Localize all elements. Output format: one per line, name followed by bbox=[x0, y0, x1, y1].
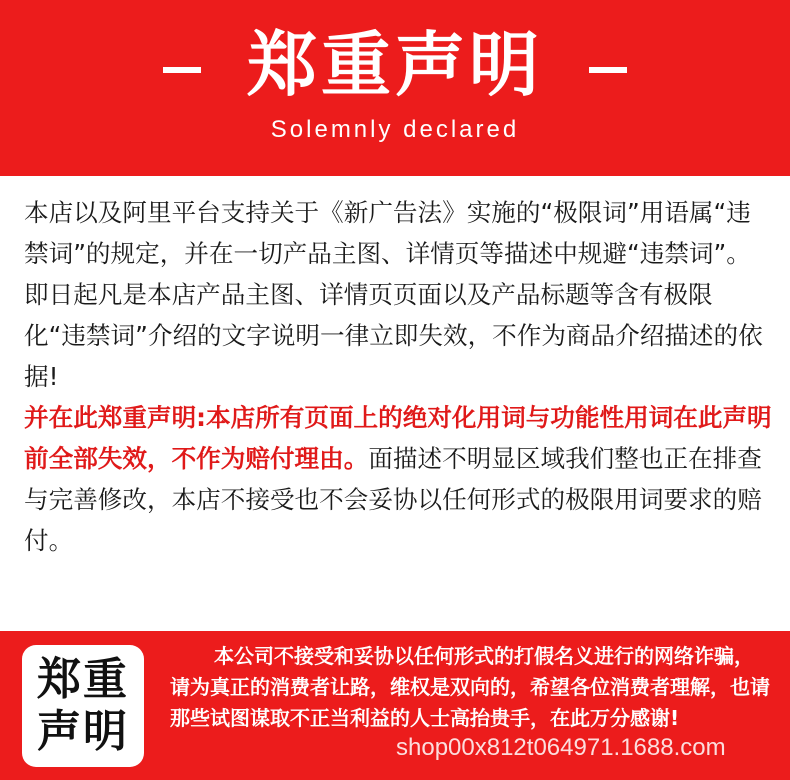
footer-text: 本公司不接受和妥协以任何形式的打假名义进行的网络诈骗，请为真正的消费者让路，维权是双向的，希望各位消费者理解，也请那些试图谋取不正当利益的人士高抬贵手，在此万分感谢! bbox=[170, 644, 770, 730]
title-row bbox=[0, 20, 790, 110]
paragraph-2: 即日起凡是本店产品主图、详情页页面以及产品标题等含有极限化“违禁词”介绍的文字说明一律立即失效，不作为商品介绍描述的依据! bbox=[24, 280, 763, 391]
highlight-statement: 并在此郑重声明:本店所有页面上的绝对化用词与功能性用词在此声明前全部失效，不作为赔付理由。 bbox=[24, 403, 772, 473]
declaration-stamp bbox=[22, 645, 144, 767]
header-banner bbox=[0, 0, 790, 176]
left-dash bbox=[163, 67, 201, 73]
stamp-line-2: 声明 bbox=[37, 706, 129, 757]
paragraph-3-rest: 面描述不明显区域我们整也正在排查与完善修改，本店不接受也不会妥协以任何形式的极限用词要求的赔付。 bbox=[24, 444, 762, 555]
shop-watermark: shop00x812t064971.1688.com bbox=[396, 734, 726, 761]
page-subtitle: Solemnly declared bbox=[270, 116, 520, 143]
right-dash bbox=[589, 67, 627, 73]
stamp-line-1: 郑重 bbox=[37, 654, 129, 705]
declaration-body bbox=[24, 192, 774, 561]
page-title: 郑重声明 bbox=[247, 24, 543, 106]
paragraph-1: 本店以及阿里平台支持关于《新广告法》实施的“极限词”用语属“违禁词”的规定，并在一切产品主图、详情页等描述中规避“违禁词”。 bbox=[24, 198, 751, 268]
paragraph-3 bbox=[24, 397, 774, 561]
